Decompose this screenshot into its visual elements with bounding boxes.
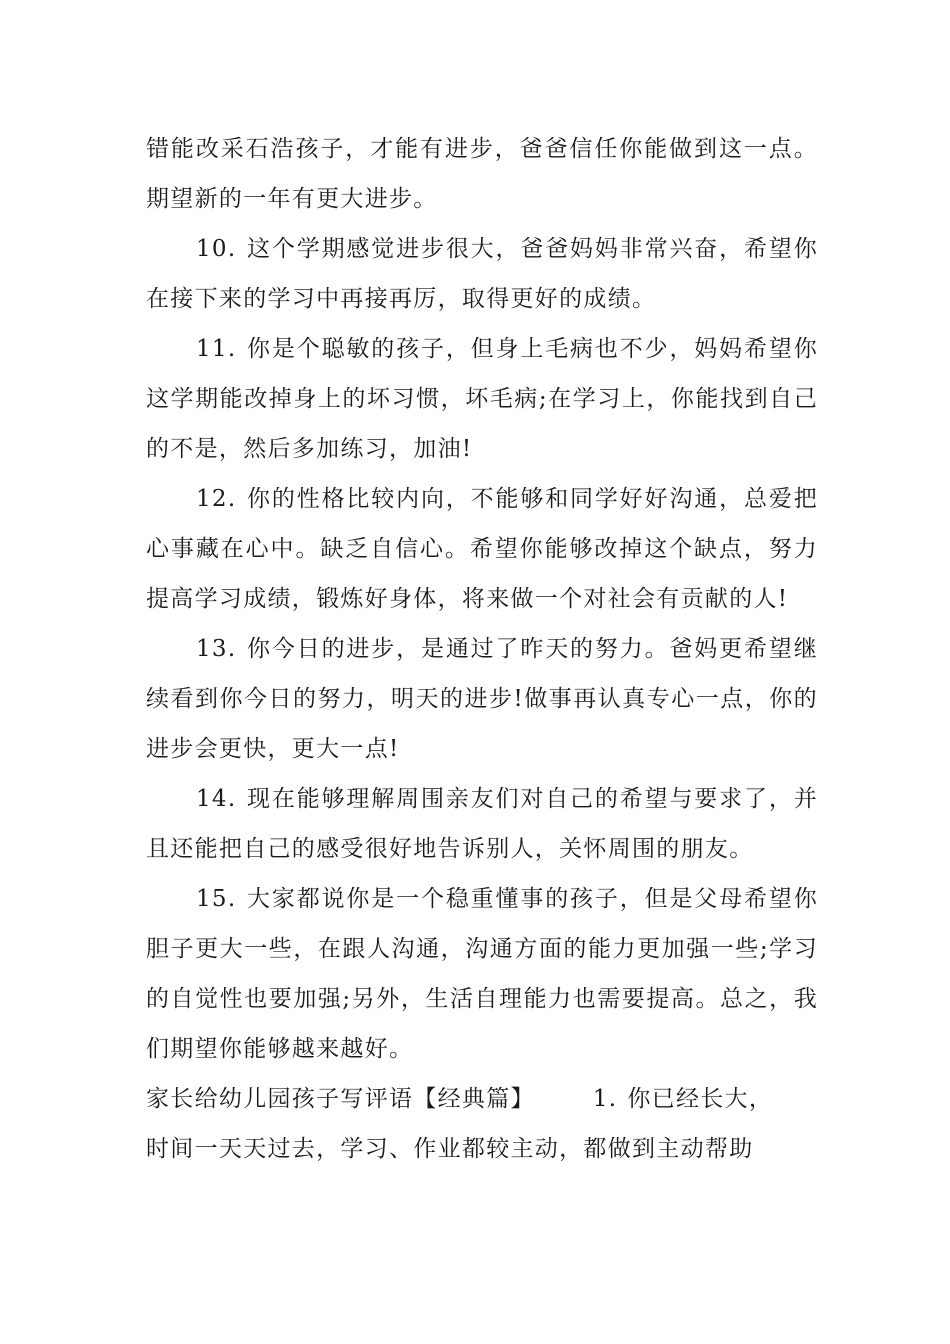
section-heading: 家长给幼儿园孩子写评语【经典篇】 <box>146 1086 535 1112</box>
continuation-paragraph: 错能改采石浩孩子，才能有进步，爸爸信任你能做到这一点。期望新的一年有更大进步。 <box>146 136 818 212</box>
item-number: 15. <box>196 886 237 912</box>
item-number: 14. <box>196 786 237 812</box>
item-text: 这个学期感觉进步很大，爸爸妈妈非常兴奋，希望你在接下来的学习中再接再厉，取得更好的成绩。 <box>146 236 818 312</box>
document-body <box>146 124 818 1174</box>
section-heading-line <box>146 1074 818 1124</box>
list-item <box>146 324 818 474</box>
item-text: 你的性格比较内向，不能够和同学好好沟通，总爱把心事藏在心中。缺乏自信心。希望你能够改掉这个缺点，努力提高学习成绩，锻炼好身体，将来做一个对社会有贡献的人! <box>146 486 818 612</box>
list-item <box>146 224 818 324</box>
item-text: 你已经长大， <box>627 1086 774 1112</box>
item-number: 12. <box>196 486 237 512</box>
item-number: 10. <box>196 236 237 262</box>
item-text: 你是个聪敏的孩子，但身上毛病也不少，妈妈希望你这学期能改掉身上的坏习惯，坏毛病;在学习上，你能找到自己的不是，然后多加练习，加油! <box>146 336 818 462</box>
item-text: 现在能够理解周围亲友们对自己的希望与要求了，并且还能把自己的感受很好地告诉别人，关怀周围的朋友。 <box>146 786 818 862</box>
item-text: 你今日的进步，是通过了昨天的努力。爸妈更希望继续看到你今日的努力，明天的进步!做事再认真专心一点，你的进步会更快，更大一点! <box>146 636 818 762</box>
section-continuation-line: 时间一天天过去，学习、作业都较主动，都做到主动帮助 <box>146 1136 754 1162</box>
item-number: 11. <box>196 336 237 362</box>
list-item <box>146 774 818 874</box>
list-item <box>146 474 818 624</box>
item-text: 大家都说你是一个稳重懂事的孩子，但是父母希望你胆子更大一些，在跟人沟通，沟通方面的能力更加强一些;学习的自觉性也要加强;另外，生活自理能力也需要提高。总之，我们期望你能够越来越好。 <box>146 886 818 1062</box>
list-item <box>146 624 818 774</box>
list-item <box>146 874 818 1074</box>
item-number: 1. <box>592 1086 618 1112</box>
item-number: 13. <box>196 636 237 662</box>
